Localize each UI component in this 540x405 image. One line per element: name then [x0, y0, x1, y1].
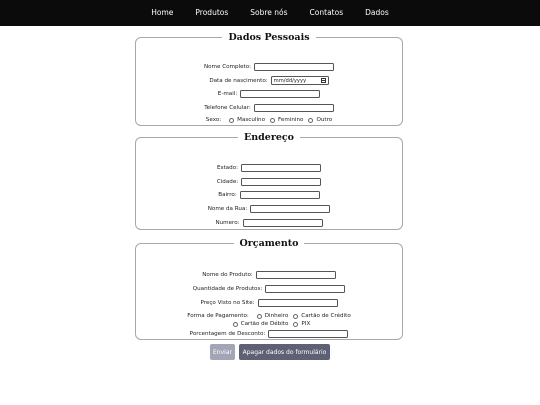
sex-radio-outro[interactable] [308, 118, 313, 123]
nav-home[interactable]: Home [151, 8, 174, 17]
nav-dados[interactable]: Dados [365, 8, 389, 17]
quantity-input[interactable] [265, 285, 345, 293]
price-row [136, 299, 402, 307]
district-input[interactable] [240, 191, 320, 199]
phone-input[interactable] [254, 104, 334, 112]
sex-row [136, 117, 402, 123]
city-label: Cidade: [216, 179, 239, 185]
email-label: E-mail: [217, 91, 238, 97]
name-row [136, 63, 402, 71]
payment-radio-credito[interactable] [293, 314, 298, 319]
district-label: Bairro: [218, 192, 237, 198]
nav-sobre-nos[interactable]: Sobre nós [250, 8, 288, 17]
number-row [136, 219, 402, 227]
personal-data-fieldset [135, 32, 403, 126]
number-label: Numero: [215, 220, 240, 226]
product-label: Nome do Produto: [202, 272, 253, 278]
number-input[interactable] [243, 219, 323, 227]
name-label: Nome Completo: [203, 64, 252, 70]
personal-data-legend: Dados Pessoais [228, 32, 310, 43]
email-input[interactable] [240, 90, 320, 98]
phone-label: Telefone Celular: [204, 105, 251, 111]
birth-date-input[interactable] [271, 76, 329, 85]
address-fieldset [135, 132, 403, 230]
payment-radio-pix[interactable] [293, 322, 298, 327]
sex-radio-masculino[interactable] [229, 118, 234, 123]
product-row [136, 271, 402, 279]
address-legend: Endereço [243, 132, 294, 143]
payment-radio-dinheiro[interactable] [257, 314, 262, 319]
district-row [136, 191, 402, 199]
budget-legend: Orçamento [239, 238, 299, 249]
calendar-icon[interactable] [321, 78, 326, 83]
price-input[interactable] [258, 299, 338, 307]
name-input[interactable] [254, 63, 334, 71]
sex-option-feminino: Feminino [278, 117, 304, 123]
state-input[interactable] [241, 164, 321, 172]
quantity-row [136, 285, 402, 293]
birth-date-placeholder: mm/dd/yyyy [273, 77, 307, 84]
sex-radio-feminino[interactable] [270, 118, 275, 123]
discount-input[interactable] [268, 330, 348, 338]
state-label: Estado: [217, 165, 238, 171]
reset-button[interactable]: Apagar dados do formulário [239, 344, 330, 360]
sex-option-outro: Outro [316, 117, 333, 123]
payment-radio-debito[interactable] [233, 322, 238, 327]
payment-option-debito: Cartão de Débito [240, 321, 289, 327]
email-row [136, 90, 402, 98]
birth-label: Data de nascimento: [209, 77, 268, 84]
phone-row [136, 104, 402, 112]
city-row [136, 178, 402, 186]
payment-option-credito: Cartão de Crédito [301, 313, 351, 319]
state-row [136, 164, 402, 172]
top-navigation [0, 0, 540, 26]
nav-produtos[interactable]: Produtos [195, 8, 229, 17]
birth-row [136, 76, 402, 85]
sex-label: Sexo: [205, 117, 222, 123]
payment-label: Forma de Pagamento: [187, 313, 249, 319]
street-row [136, 205, 402, 213]
quantity-label: Quantidade de Produtos: [192, 286, 263, 292]
street-input[interactable] [250, 205, 330, 213]
payment-row [136, 313, 402, 319]
sex-option-masculino: Masculino [237, 117, 266, 123]
payment-option-dinheiro: Dinheiro [264, 313, 289, 319]
discount-row [136, 330, 402, 338]
discount-label: Porcentagem de Desconto: [189, 331, 266, 337]
street-label: Nome da Rua: [207, 206, 248, 212]
submit-button[interactable]: Enviar [210, 344, 235, 360]
payment-option-pix: PIX [301, 321, 311, 327]
nav-contatos[interactable]: Contatos [309, 8, 344, 17]
price-label: Preço Visto no Site: [200, 300, 255, 306]
product-input[interactable] [256, 271, 336, 279]
budget-fieldset [135, 238, 403, 340]
city-input[interactable] [241, 178, 321, 186]
payment-row-2 [136, 321, 402, 327]
